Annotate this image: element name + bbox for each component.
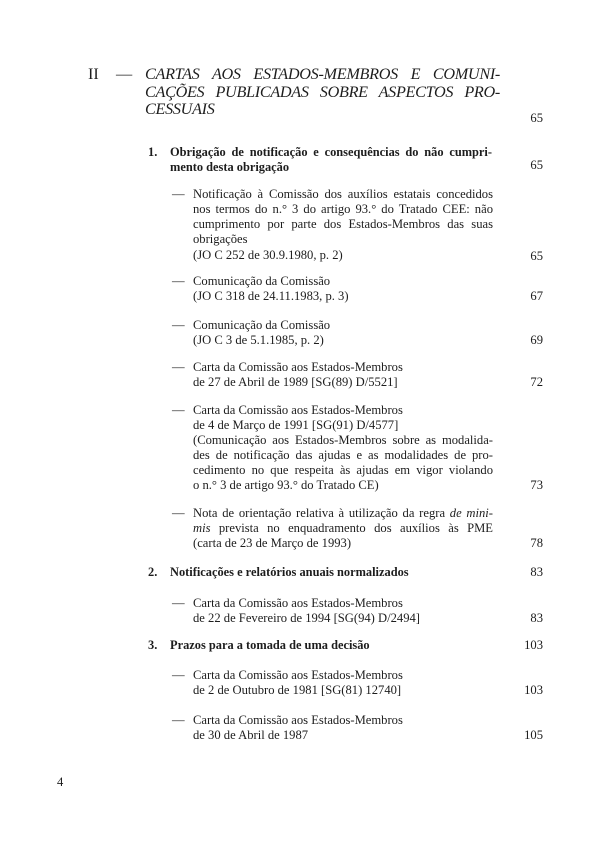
part-numeral: II	[88, 65, 99, 83]
section-title-line: Prazos para a tomada de uma decisão	[170, 638, 370, 652]
entry-text: Nota de orientação relativa à utilização da regra	[193, 506, 450, 520]
toc-entry	[193, 713, 493, 743]
page-ref: 103	[524, 683, 543, 697]
toc-entry	[193, 274, 493, 304]
part-title-line: CARTAS AOS ESTADOS-MEMBROS E COMUNI-	[145, 65, 500, 83]
page-ref: 67	[530, 289, 543, 303]
page-ref: 103	[524, 638, 543, 652]
page-ref: 73	[530, 478, 543, 492]
section-title-line: mento desta obrigação	[170, 160, 290, 174]
entry-dash: —	[172, 318, 185, 332]
page-ref: 65	[530, 158, 543, 172]
section-title-line: Notificações e relatórios anuais normalizados	[170, 565, 409, 579]
toc-entry	[193, 403, 493, 493]
entry-line: obrigações	[193, 232, 248, 246]
entry-line: de 4 de Março de 1991 [SG(91) D/4577]	[193, 418, 399, 432]
entry-line: Notificação à Comissão dos auxílios estatais concedidos	[193, 187, 493, 201]
entry-line: cumprimento por parte dos Estados-Membros das suas	[193, 217, 493, 231]
entry-line: (JO C 318 de 24.11.1983, p. 3)	[193, 289, 349, 303]
entry-line: cedimento no que respeita às ajudas em vigor violando	[193, 463, 493, 477]
entry-dash: —	[172, 596, 185, 610]
entry-line: des de notificação das ajudas e as modalidades de pro-	[193, 448, 493, 462]
entry-line: Comunicação da Comissão	[193, 318, 331, 332]
entry-line: Comunicação da Comissão	[193, 274, 331, 288]
part-dash: —	[116, 65, 133, 83]
section-number: 3.	[148, 638, 158, 652]
entry-dash: —	[172, 274, 185, 288]
entry-line: (JO C 3 de 5.1.1985, p. 2)	[193, 333, 324, 347]
entry-line: Carta da Comissão aos Estados-Membros	[193, 713, 403, 727]
entry-dash: —	[172, 713, 185, 727]
entry-line: de 27 de Abril de 1989 [SG(89) D/5521]	[193, 375, 398, 389]
part-title-line: CESSUAIS	[145, 100, 215, 118]
entry-line: nos termos do n.° 3 do artigo 93.° do Tratado CEE: não	[193, 202, 493, 216]
toc-entry	[193, 360, 493, 390]
page-ref: 65	[530, 249, 543, 263]
entry-line: de 30 de Abril de 1987	[193, 728, 309, 742]
toc-entry	[193, 506, 493, 551]
section-number: 2.	[148, 565, 158, 579]
entry-line: Carta da Comissão aos Estados-Membros	[193, 596, 403, 610]
entry-line	[193, 506, 493, 521]
entry-dash: —	[172, 360, 185, 374]
entry-line: de 22 de Fevereiro de 1994 [SG(94) D/2494]	[193, 611, 420, 625]
entry-text-italic: mis	[193, 521, 211, 535]
entry-dash: —	[172, 506, 185, 520]
entry-line: Carta da Comissão aos Estados-Membros	[193, 668, 403, 682]
page-ref: 83	[530, 611, 543, 625]
toc-entry	[193, 318, 493, 348]
section-number: 1.	[148, 145, 158, 159]
entry-line: o n.° 3 de artigo 93.° do Tratado CE)	[193, 478, 379, 492]
toc-entry	[193, 596, 493, 626]
page-ref: 105	[524, 728, 543, 742]
page-ref: 65	[530, 111, 543, 125]
toc-entry	[193, 668, 493, 698]
entry-line: (carta de 23 de Março de 1993)	[193, 536, 352, 550]
entry-line	[193, 521, 493, 536]
page-ref: 83	[530, 565, 543, 579]
entry-line: (Comunicação aos Estados-Membros sobre as modalida-	[193, 433, 493, 447]
entry-dash: —	[172, 403, 185, 417]
entry-text: prevista no enquadramento dos auxílios às PME	[210, 521, 493, 535]
page-ref: 72	[530, 375, 543, 389]
part-title-line: CAÇÕES PUBLICADAS SOBRE ASPECTOS PRO-	[145, 82, 500, 101]
section-title-line: Obrigação de notificação e consequências do não cumpri-	[170, 145, 492, 159]
entry-line: Carta da Comissão aos Estados-Membros	[193, 360, 403, 374]
entry-line: (JO C 252 de 30.9.1980, p. 2)	[193, 248, 343, 262]
entry-line: Carta da Comissão aos Estados-Membros	[193, 403, 403, 417]
page-ref: 69	[530, 333, 543, 347]
entry-text-italic: de mini-	[449, 506, 493, 520]
entry-dash: —	[172, 187, 185, 201]
entry-line: de 2 de Outubro de 1981 [SG(81) 12740]	[193, 683, 402, 697]
page-ref: 78	[530, 536, 543, 550]
folio-page-number: 4	[57, 775, 64, 789]
entry-dash: —	[172, 668, 185, 682]
toc-entry	[193, 187, 493, 263]
